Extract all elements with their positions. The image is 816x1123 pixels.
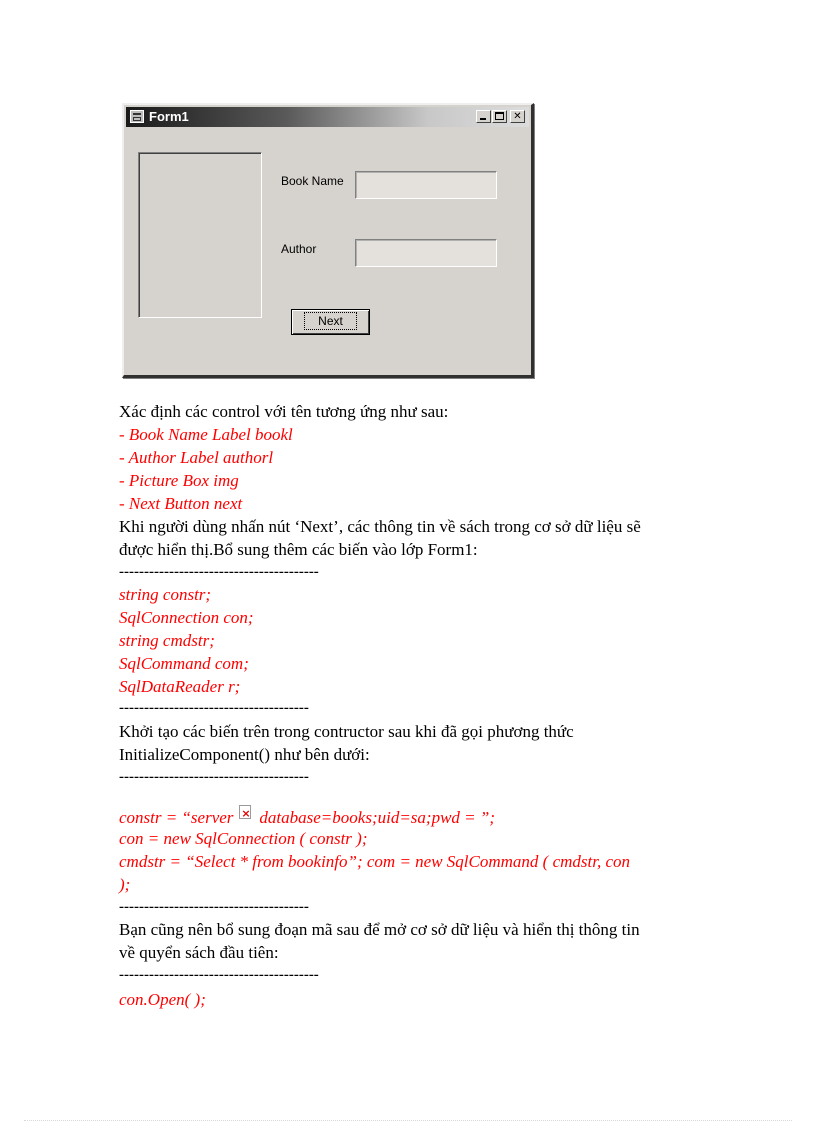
paragraph-line: Khi người dùng nhấn nút ‘Next’, các thông tin về sách trong cơ sở dữ liệu sẽ [119,517,641,536]
code-line: ); [119,875,131,894]
maximize-icon[interactable] [492,110,507,123]
next-button-label: Next [306,314,355,328]
control-item: - Picture Box img [119,471,239,490]
separator: ---------------------------------------- [119,967,319,983]
author-label: Author [281,242,317,256]
book-name-label: Book Name [281,174,344,188]
code-line: SqlDataReader r; [119,677,241,696]
close-icon[interactable]: ✕ [510,110,525,123]
code-line: SqlConnection con; [119,608,254,627]
code-constr-start: constr = “server [119,808,234,827]
form1-title: Form1 [149,109,189,124]
paragraph-line: được hiển thị.Bổ sung thêm các biến vào lớp Form1: [119,540,478,559]
form1-titlebar [126,107,529,127]
code-constr-end: database=books;uid=sa;pwd = ”; [259,808,495,827]
code-line [119,805,495,829]
separator: ---------------------------------------- [119,564,319,580]
code-line: con = new SqlConnection ( constr ); [119,829,368,848]
picture-box [138,152,262,318]
control-item: - Author Label authorl [119,448,274,467]
broken-image-icon [239,805,251,819]
intro-text: Xác định các control với tên tương ứng như sau: [119,402,449,421]
paragraph-line: Khởi tạo các biến trên trong contructor sau khi đã gọi phương thức [119,722,574,741]
code-line: con.Open( ); [119,990,206,1009]
minimize-icon[interactable] [476,110,491,123]
control-item: - Next Button next [119,494,243,513]
control-item: - Book Name Label bookl [119,425,293,444]
book-name-field[interactable] [355,171,497,199]
separator: -------------------------------------- [119,700,309,716]
separator: -------------------------------------- [119,899,309,915]
author-field[interactable] [355,239,497,267]
paragraph-line: InitializeComponent() như bên dưới: [119,745,370,764]
form-app-icon [130,110,144,123]
page-bottom-border [24,1120,792,1121]
next-button[interactable] [291,309,370,335]
paragraph-line: Bạn cũng nên bổ sung đoạn mã sau để mở cơ sở dữ liệu và hiển thị thông tin [119,920,640,939]
code-line: string cmdstr; [119,631,215,650]
form1-window [122,103,534,378]
code-line: string constr; [119,585,212,604]
code-line: cmdstr = “Select * from bookinfo”; com = new SqlCommand ( cmdstr, con [119,852,631,871]
paragraph-line: về quyển sách đầu tiên: [119,943,279,962]
separator: -------------------------------------- [119,769,309,785]
code-line: SqlCommand com; [119,654,249,673]
